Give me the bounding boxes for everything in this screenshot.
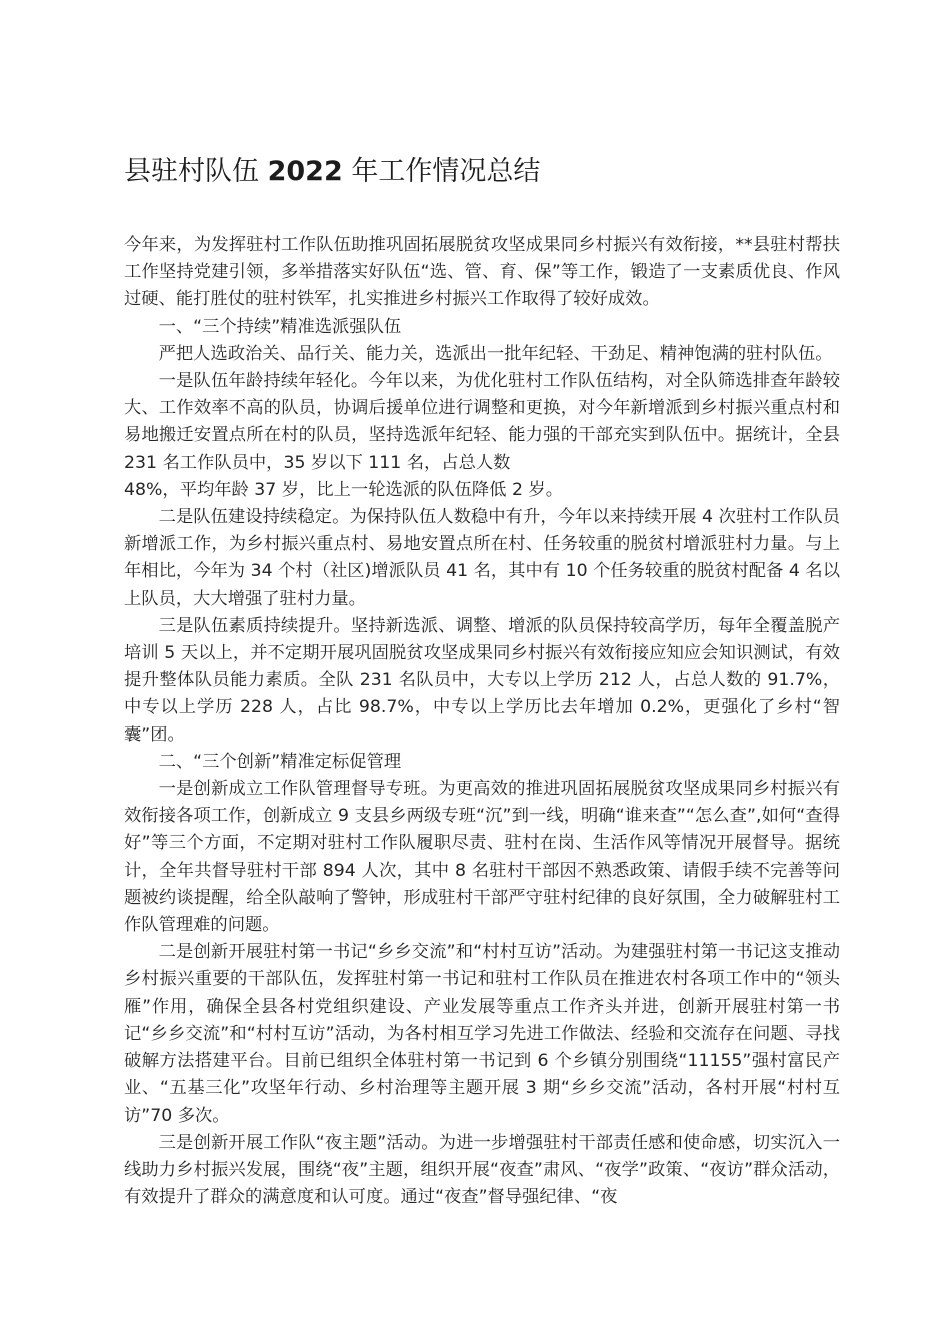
section2-heading: 二、“三个创新”精准定标促管理 [158, 751, 402, 772]
title-year: 2022 [267, 156, 343, 187]
title-suffix: 年工作情况总结 [351, 156, 541, 187]
section2-item1-paragraph: 一是创新成立工作队管理督导专班。为更高效的推进巩固拓展脱贫攻坚成果同乡村振兴有效衔接各项工作，创新成立 9 支县乡两级专班“沉”到一线，明确“谁来查”“怎么查”,如何“查得好”等三个方面，不定期对驻村工作队履职尽责、驻村在岗、生活作风等情况开展督导。据统计，全年共督导驻村干部 894 人次，其中 8 名驻村干部因不熟悉政策、请假手续不完善等问题被约谈提醒，给全队敲响了警钟，形成驻村干部严守驻村纪律的良好氛围，全力破解驻村工作队管理难的问题。 [124, 779, 840, 936]
section1-item1-text: 一是队伍年龄持续年轻化。今年以来，为优化驻村工作队伍结构，对全队筛选排查年龄较大、工作效率不高的队员，协调后援单位进行调整和更换，对今年新增派到乡村振兴重点村和易地搬迁安置点所在村的队员，坚持选派年纪轻、能力强的干部充实到队伍中。据统计，全县 231 名工作队员中，35 岁以下 111 名，占总人数 [124, 371, 840, 473]
section1-item2-paragraph: 二是队伍建设持续稳定。为保持队伍人数稳中有升，今年以来持续开展 4 次驻村工作队员新增派工作，为乡村振兴重点村、易地安置点所在村、任务较重的脱贫村增派驻村力量。与上年相比，今年为 34 个村（社区)增派队员 41 名，其中有 10 个任务较重的脱贫村配备 4 名以上队员，大大增强了驻村力量。 [124, 507, 840, 609]
section1-item1-tail: 48%，平均年龄 37 岁，比上一轮选派的队伍降低 2 岁。 [124, 479, 563, 500]
section1-item1-paragraph [124, 368, 840, 504]
section1-lead-paragraph: 严把人选政治关、品行关、能力关，选派出一批年纪轻、干劲足、精神饱满的驻村队伍。 [158, 343, 833, 364]
section1-heading: 一、“三个持续”精准选派强队伍 [158, 316, 402, 337]
section1-item3-paragraph: 三是队伍素质持续提升。坚持新选派、调整、增派的队员保持较高学历，每年全覆盖脱产培训 5 天以上，并不定期开展巩固脱贫攻坚成果同乡村振兴有效衔接应知应会知识测试，有效提升整体队员能力素质。全队 231 名队员中，大专以上学历 212 人，占总人数的 91.7%，中专以上学历 228 人，占比 98.7%，中专以上学历比去年增加 0.2%，更强化了乡村“智囊”团。 [124, 615, 840, 745]
title-prefix: 县驻村队伍 [124, 156, 259, 187]
document-body [124, 232, 840, 1211]
section2-item2-paragraph: 二是创新开展驻村第一书记“乡乡交流”和“村村互访”活动。为建强驻村第一书记这支推动乡村振兴重要的干部队伍，发挥驻村第一书记和驻村工作队员在推进农村各项工作中的“领头雁”作用，确保全县各村党组织建设、产业发展等重点工作齐头并进，创新开展驻村第一书记“乡乡交流”和“村村互访”活动，为各村相互学习先进工作做法、经验和交流存在问题、寻找破解方法搭建平台。目前已组织全体驻村第一书记到 6 个乡镇分别围绕“11155”强村富民产业、“五基三化”攻坚年行动、乡村治理等主题开展 3 期“乡乡交流”活动，各村开展“村村互访”70 多次。 [124, 942, 840, 1126]
section2-item3-paragraph: 三是创新开展工作队“夜主题”活动。为进一步增强驻村干部责任感和使命感，切实沉入一线助力乡村振兴发展，围绕“夜”主题，组织开展“夜查”肃风、“夜学”政策、“夜访”群众活动，有效提升了群众的满意度和认可度。通过“夜查”督导强纪律、“夜 [124, 1132, 840, 1208]
document-title [124, 150, 844, 194]
intro-paragraph: 今年来，为发挥驻村工作队伍助推巩固拓展脱贫攻坚成果同乡村振兴有效衔接，**县驻村帮扶工作坚持党建引领，多举措落实好队伍“选、管、育、保”等工作，锻造了一支素质优良、作风过硬、能打胜仗的驻村铁军，扎实推进乡村振兴工作取得了较好成效。 [124, 235, 840, 310]
